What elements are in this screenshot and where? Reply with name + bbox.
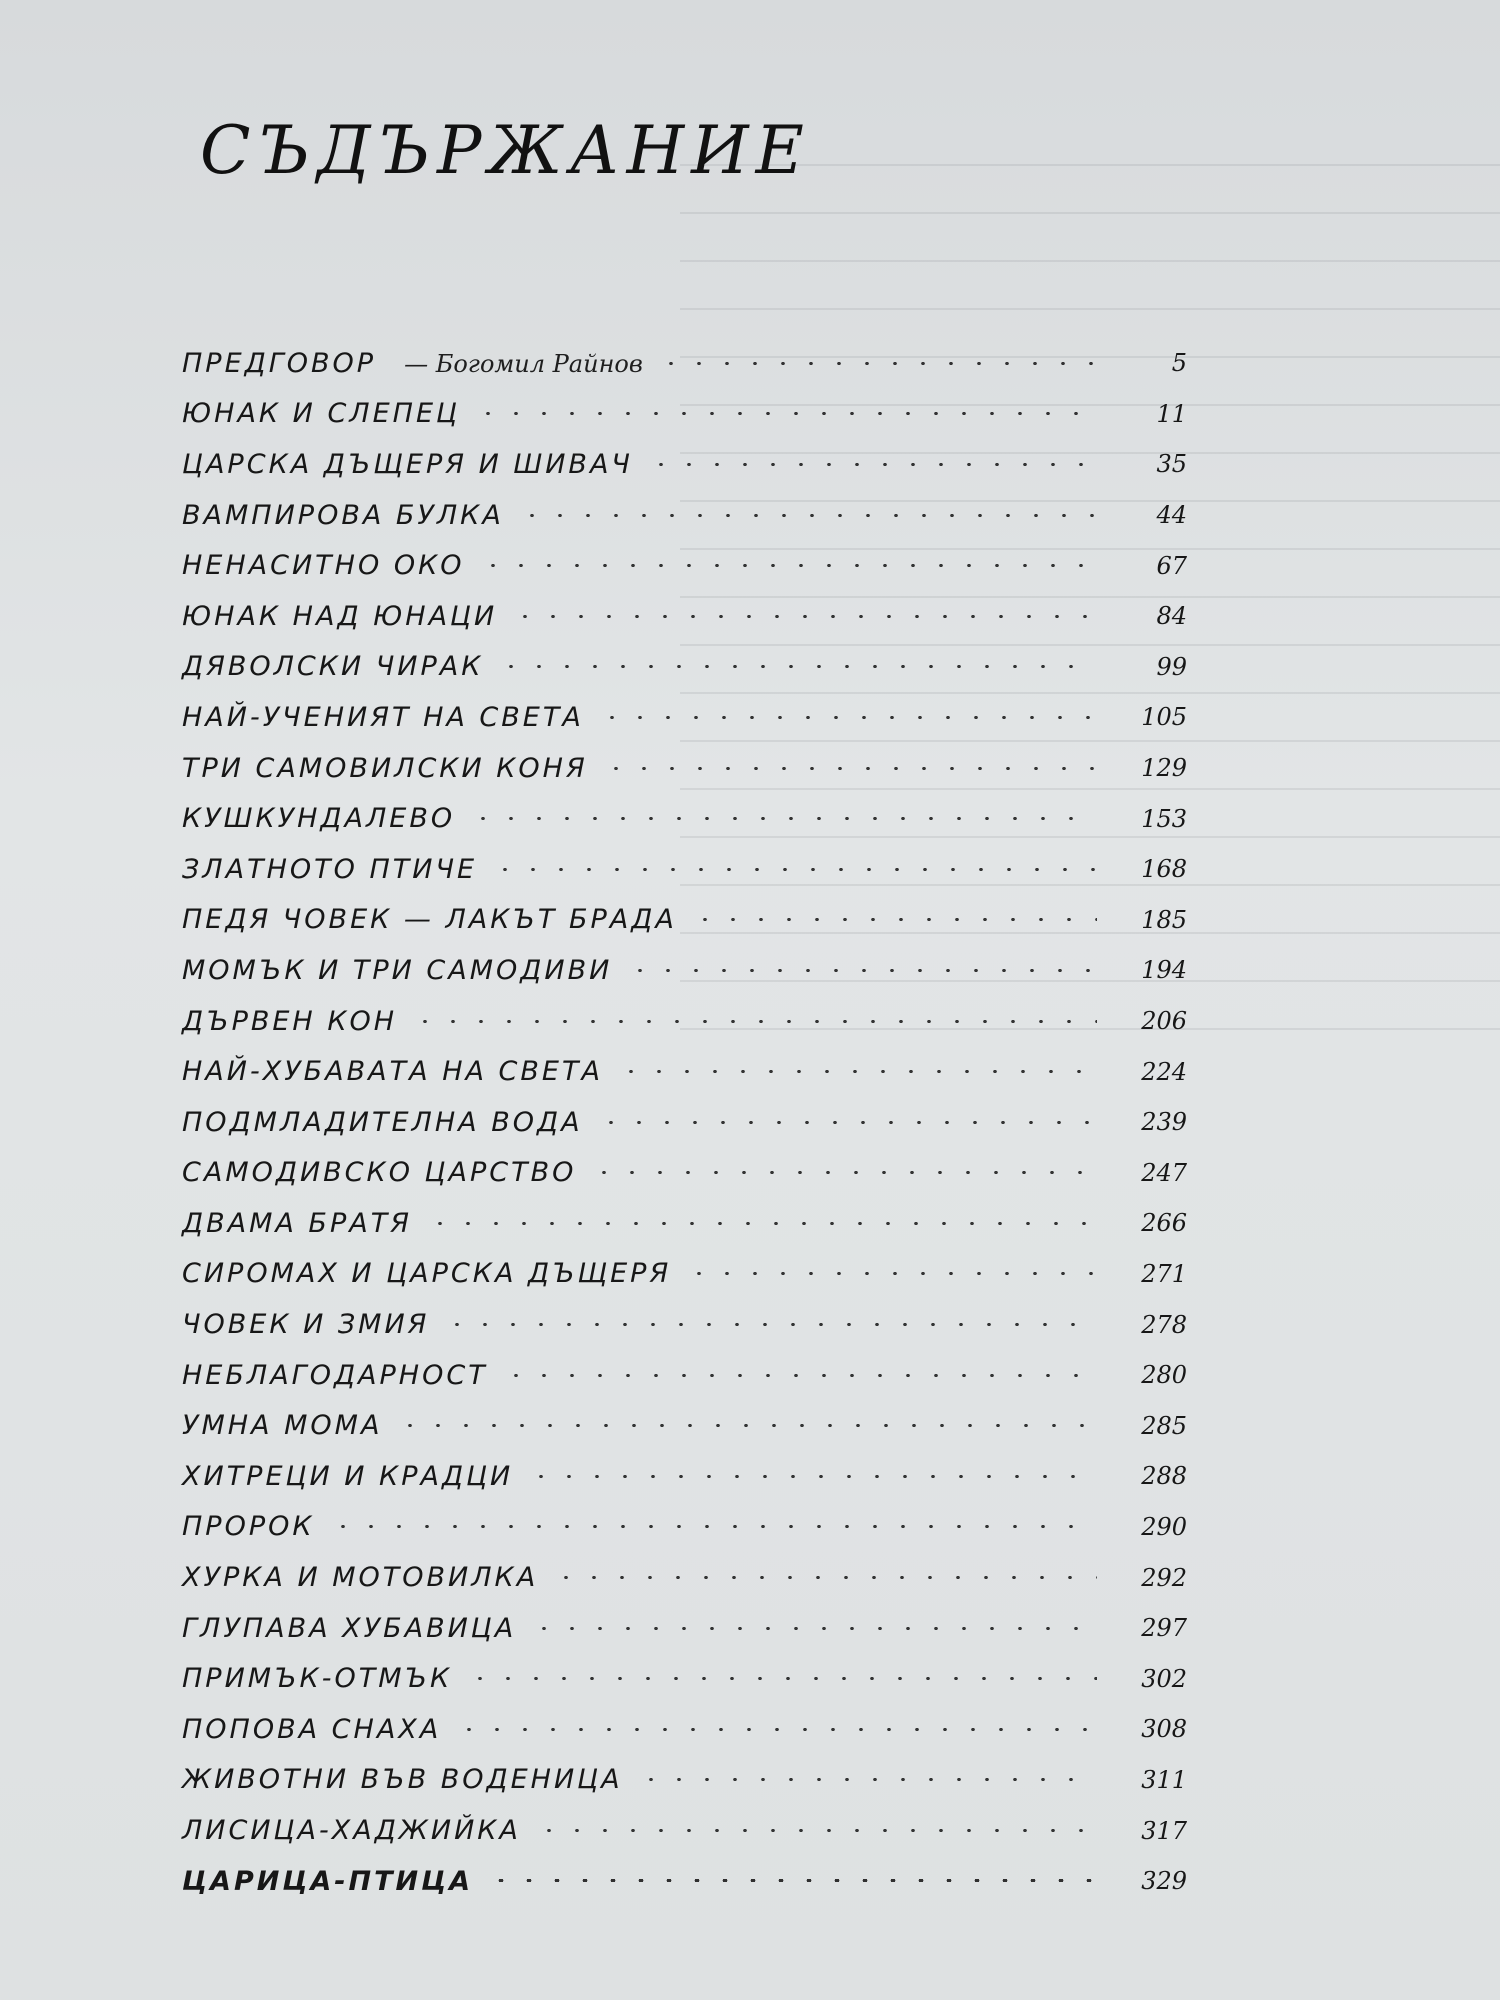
- toc-entry-title: ХУРКА И МОТОВИЛКА: [182, 1562, 539, 1594]
- toc-entry-title: ЦАРИЦА-ПТИЦА: [182, 1865, 474, 1897]
- toc-entry: [182, 895, 1197, 946]
- toc-entry-title: НАЙ-ХУБАВАТА НА СВЕТА: [182, 1056, 603, 1088]
- toc-entry-title: ТРИ САМОВИЛСКИ КОНЯ: [182, 752, 588, 784]
- dot-leader: [535, 1829, 1097, 1832]
- toc-entry: [182, 1805, 1197, 1856]
- toc-entry-title-group: [182, 1461, 513, 1492]
- toc-entry-page-number: 5: [1171, 349, 1187, 378]
- toc-entry-title: ЧОВЕК И ЗМИЯ: [182, 1309, 430, 1341]
- toc-entry-title: ЮНАК И СЛЕПЕЦ: [182, 398, 460, 430]
- dot-leader: [443, 1323, 1097, 1326]
- toc-entry-title-group: [182, 1258, 671, 1289]
- toc-entry-title: ЛИСИЦА-ХАДЖИЙКА: [182, 1815, 521, 1847]
- toc-entry-title: ПЕДЯ ЧОВЕК — ЛАКЪТ БРАДА: [182, 904, 677, 936]
- toc-entry-page-number: 105: [1141, 703, 1187, 732]
- toc-entry-page-number: 84: [1156, 602, 1187, 631]
- toc-entry: [182, 439, 1197, 490]
- toc-entry: [182, 1653, 1197, 1704]
- dot-leader: [552, 1576, 1097, 1579]
- toc-entry-page-number: 288: [1141, 1462, 1187, 1491]
- toc-entry-title-group: [182, 1410, 382, 1441]
- toc-entry-title: ЮНАК НАД ЮНАЦИ: [182, 600, 498, 632]
- dot-leader: [602, 767, 1097, 770]
- toc-entry: [182, 793, 1197, 844]
- toc-entry-title-group: [182, 1613, 516, 1644]
- toc-entry: [182, 490, 1197, 541]
- dot-leader: [455, 1728, 1097, 1731]
- dot-leader: [530, 1627, 1097, 1630]
- toc-entry-title-group: [182, 1157, 576, 1188]
- dot-leader: [511, 615, 1097, 618]
- toc-entry-author: — Богомил Райнов: [404, 349, 643, 378]
- toc-entry-title-group: [182, 904, 677, 935]
- toc-entry-title: ВАМПИРОВА БУЛКА: [182, 499, 504, 531]
- dot-leader: [466, 1677, 1097, 1680]
- toc-entry-page-number: 278: [1141, 1310, 1187, 1339]
- dot-leader: [502, 1374, 1097, 1377]
- toc-entry-page-number: 311: [1141, 1765, 1187, 1794]
- toc-entry-page-number: 206: [1141, 1007, 1187, 1036]
- toc-entry-title-group: [182, 348, 643, 379]
- toc-entry-title: ЖИВОТНИ ВЪВ ВОДЕНИЦА: [182, 1764, 623, 1796]
- dot-leader: [657, 362, 1097, 365]
- toc-entry-page-number: 44: [1156, 501, 1187, 530]
- toc-entry-page-number: 239: [1141, 1108, 1187, 1137]
- toc-entry-title: ДЪРВЕН КОН: [182, 1005, 398, 1037]
- toc-entry: [182, 996, 1197, 1047]
- toc-entry-title-group: [182, 1107, 583, 1138]
- toc-entry-title-group: [182, 1208, 412, 1239]
- toc-entry-title-group: [182, 1714, 441, 1745]
- toc-entry-page-number: 67: [1156, 551, 1187, 580]
- toc-entry: [182, 844, 1197, 895]
- toc-entry: [182, 642, 1197, 693]
- toc-entry-page-number: 266: [1141, 1209, 1187, 1238]
- toc-entry-title: ГЛУПАВА ХУБАВИЦА: [182, 1612, 517, 1644]
- toc-entry-title: СИРОМАХ И ЦАРСКА ДЪЩЕРЯ: [182, 1258, 672, 1290]
- dot-leader: [647, 463, 1097, 466]
- toc-entry: [182, 1299, 1197, 1350]
- toc-entry-title-group: [182, 651, 483, 682]
- toc-entry-page-number: 153: [1141, 804, 1187, 833]
- toc-entry-title-group: [182, 1562, 538, 1593]
- toc-entry-page-number: 194: [1141, 956, 1187, 985]
- toc-entry-title-group: [182, 1663, 452, 1694]
- toc-entry-title: УМНА МОМА: [182, 1410, 383, 1442]
- dot-leader: [491, 868, 1097, 871]
- toc-entry-page-number: 308: [1141, 1715, 1187, 1744]
- toc-entry-title: ПОДМЛАДИТЕЛНА ВОДА: [182, 1106, 583, 1138]
- toc-entry-title-group: [182, 1056, 603, 1087]
- dot-leader: [598, 716, 1097, 719]
- dot-leader: [685, 1272, 1097, 1275]
- toc-entry-title: ПРИМЪК-ОТМЪК: [182, 1663, 453, 1695]
- toc-entry: [182, 1198, 1197, 1249]
- toc-entry-title-group: [182, 398, 460, 429]
- toc-entry: [182, 1603, 1197, 1654]
- table-of-contents: [182, 338, 1197, 1906]
- toc-entry-title-group: [182, 1815, 521, 1846]
- toc-entry: [182, 1249, 1197, 1300]
- toc-entry-page-number: 11: [1156, 399, 1187, 428]
- toc-entry: [182, 1046, 1197, 1097]
- toc-entry-page-number: 247: [1141, 1158, 1187, 1187]
- toc-entry: [182, 1350, 1197, 1401]
- dot-leader: [469, 817, 1097, 820]
- toc-entry: [182, 1704, 1197, 1755]
- toc-entry: [182, 945, 1197, 996]
- toc-entry-title-group: [182, 1360, 488, 1391]
- toc-entry: [182, 1856, 1197, 1907]
- dot-leader: [590, 1171, 1097, 1174]
- toc-entry-title-group: [182, 1006, 397, 1037]
- page-title: СЪДЪРЖАНИЕ: [200, 112, 811, 189]
- toc-entry-title-group: [182, 803, 455, 834]
- toc-entry-title-group: [182, 1511, 315, 1542]
- toc-entry-title-group: [182, 1866, 473, 1897]
- toc-entry-title: ПРОРОК: [182, 1511, 315, 1543]
- toc-entry-page-number: 271: [1141, 1259, 1187, 1288]
- dot-leader: [527, 1475, 1097, 1478]
- toc-entry-title-group: [182, 702, 584, 733]
- dot-leader: [691, 918, 1097, 921]
- dot-leader: [396, 1424, 1097, 1427]
- toc-entry: [182, 1552, 1197, 1603]
- toc-entry-title-group: [182, 1764, 623, 1795]
- toc-entry: [182, 1502, 1197, 1553]
- toc-entry: [182, 540, 1197, 591]
- dot-leader: [329, 1525, 1097, 1528]
- toc-entry: [182, 1148, 1197, 1199]
- toc-entry-title-group: [182, 955, 612, 986]
- toc-entry-page-number: 168: [1141, 855, 1187, 884]
- toc-entry-title-group: [182, 550, 465, 581]
- toc-entry-page-number: 35: [1156, 450, 1187, 479]
- toc-entry: [182, 692, 1197, 743]
- toc-entry-title: ЗЛАТНОТО ПТИЧЕ: [182, 853, 478, 885]
- toc-entry-title: ПОПОВА СНАХА: [182, 1713, 442, 1745]
- toc-entry-page-number: 280: [1141, 1361, 1187, 1390]
- toc-entry-page-number: 185: [1141, 905, 1187, 934]
- toc-entry-title: МОМЪК И ТРИ САМОДИВИ: [182, 954, 613, 986]
- toc-entry: [182, 1097, 1197, 1148]
- dot-leader: [497, 665, 1097, 668]
- toc-entry-page-number: 224: [1141, 1057, 1187, 1086]
- toc-entry-title: ЦАРСКА ДЪЩЕРЯ И ШИВАЧ: [182, 448, 633, 480]
- dot-leader: [411, 1020, 1097, 1023]
- toc-entry-title-group: [182, 753, 588, 784]
- toc-entry: [182, 338, 1197, 389]
- toc-entry-page-number: 129: [1141, 754, 1187, 783]
- dot-leader: [617, 1070, 1097, 1073]
- toc-entry-page-number: 317: [1141, 1816, 1187, 1845]
- toc-entry-title: ДЯВОЛСКИ ЧИРАК: [182, 651, 484, 683]
- toc-entry-page-number: 292: [1141, 1563, 1187, 1592]
- toc-entry-page-number: 297: [1141, 1614, 1187, 1643]
- dot-leader: [626, 969, 1097, 972]
- dot-leader: [474, 412, 1097, 415]
- dot-leader: [479, 564, 1098, 567]
- dot-leader: [597, 1121, 1097, 1124]
- toc-entry-title: ПРЕДГОВОР: [182, 347, 377, 379]
- toc-entry-page-number: 290: [1141, 1512, 1187, 1541]
- toc-entry-title-group: [182, 449, 633, 480]
- toc-entry-page-number: 99: [1156, 652, 1187, 681]
- toc-entry-page-number: 285: [1141, 1411, 1187, 1440]
- toc-entry-page-number: 329: [1141, 1867, 1187, 1896]
- toc-entry: [182, 389, 1197, 440]
- toc-entry-title-group: [182, 1309, 429, 1340]
- toc-entry: [182, 743, 1197, 794]
- toc-entry: [182, 1400, 1197, 1451]
- toc-entry-title: КУШКУНДАЛЕВО: [182, 803, 456, 835]
- toc-entry: [182, 591, 1197, 642]
- toc-entry-title: НЕБЛАГОДАРНОСТ: [182, 1359, 488, 1391]
- dot-leader: [637, 1778, 1097, 1781]
- toc-entry-title: ХИТРЕЦИ И КРАДЦИ: [182, 1460, 514, 1492]
- toc-entry: [182, 1755, 1197, 1806]
- toc-entry-title: НЕНАСИТНО ОКО: [182, 550, 465, 582]
- toc-entry-title: ДВАМА БРАТЯ: [182, 1207, 412, 1239]
- dot-leader: [487, 1879, 1097, 1883]
- toc-entry-page-number: 302: [1141, 1664, 1187, 1693]
- toc-entry-title-group: [182, 500, 504, 531]
- toc-entry-title-group: [182, 854, 477, 885]
- dot-leader: [518, 514, 1097, 517]
- dot-leader: [426, 1222, 1097, 1225]
- toc-entry-title-group: [182, 601, 497, 632]
- toc-entry-title: НАЙ-УЧЕНИЯТ НА СВЕТА: [182, 701, 584, 733]
- toc-entry-title: САМОДИВСКО ЦАРСТВО: [182, 1157, 577, 1189]
- toc-entry: [182, 1451, 1197, 1502]
